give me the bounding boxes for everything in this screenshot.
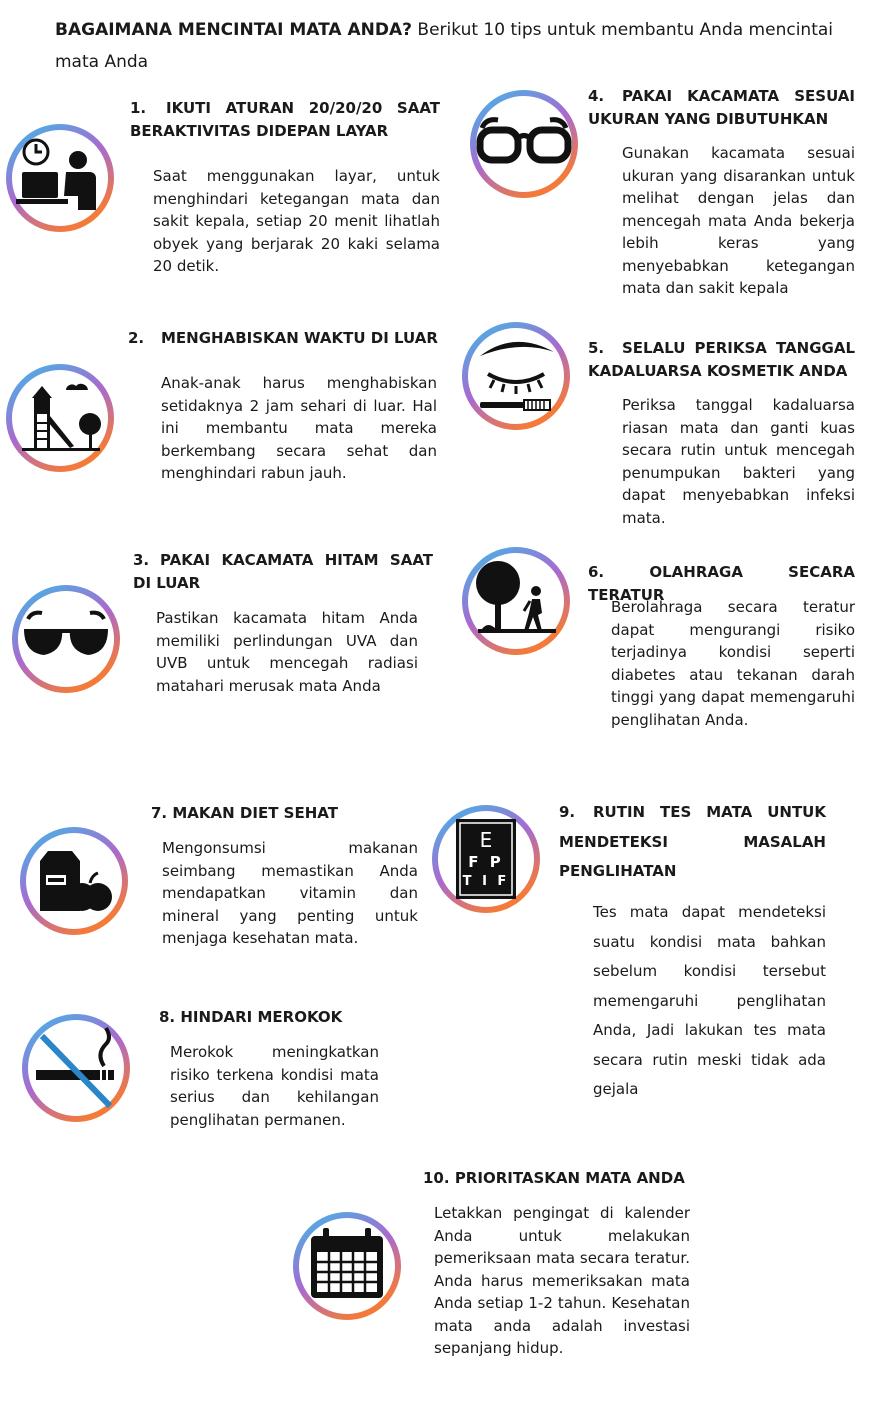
tip-4-number: 4. — [588, 87, 605, 105]
computer-user-clock-icon — [4, 122, 116, 234]
sunglasses-icon — [10, 583, 122, 695]
tip-2-heading — [128, 327, 438, 350]
tip-3-title: PAKAI KACAMATA HITAM SAAT DI LUAR — [133, 551, 433, 592]
no-smoking-icon — [20, 1012, 132, 1124]
tip-4-title: PAKAI KACAMATA SESUAI UKURAN YANG DIBUTUHKAN — [588, 87, 855, 128]
eye-chart-icon — [430, 803, 542, 915]
tip-1-text: Saat menggunakan layar, untuk menghindari ketegangan mata dan sakit kepala, setiap 20 menit lihatlah obyek yang berjarak 20 kaki selama 20 detik. — [153, 167, 440, 275]
tip-5-title: SELALU PERIKSA TANGGAL KADALUARSA KOSMETIK ANDA — [588, 339, 855, 380]
tip-8-heading — [159, 1006, 379, 1029]
intro-title: BAGAIMANA MENCINTAI MATA ANDA? — [55, 20, 413, 40]
tip-8-text: Merokok meningkatkan risiko terkena kondisi mata serius dan kehilangan penglihatan permanen. — [170, 1043, 379, 1129]
tip-1-heading — [130, 97, 440, 143]
tip-3-number: 3. — [133, 551, 150, 569]
eye-makeup-icon — [460, 320, 572, 432]
eye-chart-row-2: F P — [468, 853, 504, 871]
tip-7-title: MAKAN DIET SEHAT — [172, 804, 338, 822]
tip-5-heading — [588, 337, 855, 383]
tip-10-heading — [423, 1167, 690, 1190]
eyeglasses-icon — [468, 88, 580, 200]
eye-chart-row-1: E — [479, 828, 493, 852]
tip-4-text: Gunakan kacamata sesuai ukuran yang disarankan untuk melihat dengan jelas dan mencegah mata Anda bekerja lebih keras yang menyebabkan ketegangan mata dan sakit kepala — [622, 144, 855, 297]
tip-3-heading — [133, 549, 433, 595]
tip-2-title: MENGHABISKAN WAKTU DI LUAR — [161, 329, 438, 347]
tip-5-number: 5. — [588, 339, 605, 357]
tip-9-title: RUTIN TES MATA UNTUK MENDETEKSI MASALAH PENGLIHATAN — [559, 803, 826, 880]
tip-9-heading — [559, 798, 826, 887]
tip-7-text: Mengonsumsi makanan seimbang memastikan Anda mendapatkan vitamin dan mineral yang penting untuk menjaga kesehatan mata. — [162, 839, 418, 947]
calendar-icon — [291, 1210, 403, 1322]
intro-paragraph — [55, 14, 863, 78]
tip-4-heading — [588, 85, 855, 131]
tip-7-heading — [151, 802, 418, 825]
walking-person-icon — [460, 545, 572, 657]
tip-6-number: 6. — [588, 563, 605, 581]
eye-chart-row-3: T I F — [462, 874, 510, 889]
tip-2-text: Anak-anak harus menghabiskan setidaknya 2 jam sehari di luar. Hal ini membantu mata mereka berkembang secara sehat dan menghindari rabun jauh. — [161, 374, 437, 482]
tip-6-title: OLAHRAGA SECARA TERATUR — [588, 563, 855, 604]
tip-3-text: Pastikan kacamata hitam Anda memiliki perlindungan UVA dan UVB untuk mencegah radiasi matahari merusak mata Anda — [156, 609, 418, 695]
tip-9-text: Tes mata dapat mendeteksi suatu kondisi mata bahkan sebelum kondisi tersebut memengaruhi penglihatan Anda, Jadi lakukan tes mata secara rutin meski tidak ada gejala — [593, 903, 826, 1098]
playground-icon — [4, 362, 116, 474]
tip-10-title: PRIORITASKAN MATA ANDA — [454, 1169, 685, 1187]
tip-10-number: 10. — [423, 1169, 450, 1187]
tip-1-number: 1. — [130, 99, 147, 117]
healthy-food-icon — [18, 825, 130, 937]
tip-8-number: 8. — [159, 1008, 176, 1026]
tip-8-title: HINDARI MEROKOK — [180, 1008, 343, 1026]
tip-6-text: Berolahraga secara teratur dapat mengurangi risiko terjadinya kondisi seperti diabetes atau tekanan darah tinggi yang dapat memengaruhi penglihatan Anda. — [611, 598, 855, 729]
intro-text: Berikut 10 tips untuk membantu Anda mencintai mata Anda — [55, 20, 833, 72]
tip-2-number: 2. — [128, 329, 145, 347]
tip-9-number: 9. — [559, 803, 576, 821]
tip-10-text: Letakkan pengingat di kalender Anda untuk melakukan pemeriksaan mata secara teratur. Anda harus memeriksakan mata Anda setiap 1-2 tahun. Kesehatan mata anda adalah investasi sepanjang hidup. — [434, 1204, 690, 1357]
tip-1-title: IKUTI ATURAN 20/20/20 SAAT BERAKTIVITAS DIDEPAN LAYAR — [130, 99, 440, 140]
tip-7-number: 7. — [151, 804, 168, 822]
tip-5-text: Periksa tanggal kadaluarsa riasan mata dan ganti kuas secara rutin untuk mencegah penumpukan bakteri yang dapat menyebabkan infeksi mata. — [622, 396, 855, 527]
